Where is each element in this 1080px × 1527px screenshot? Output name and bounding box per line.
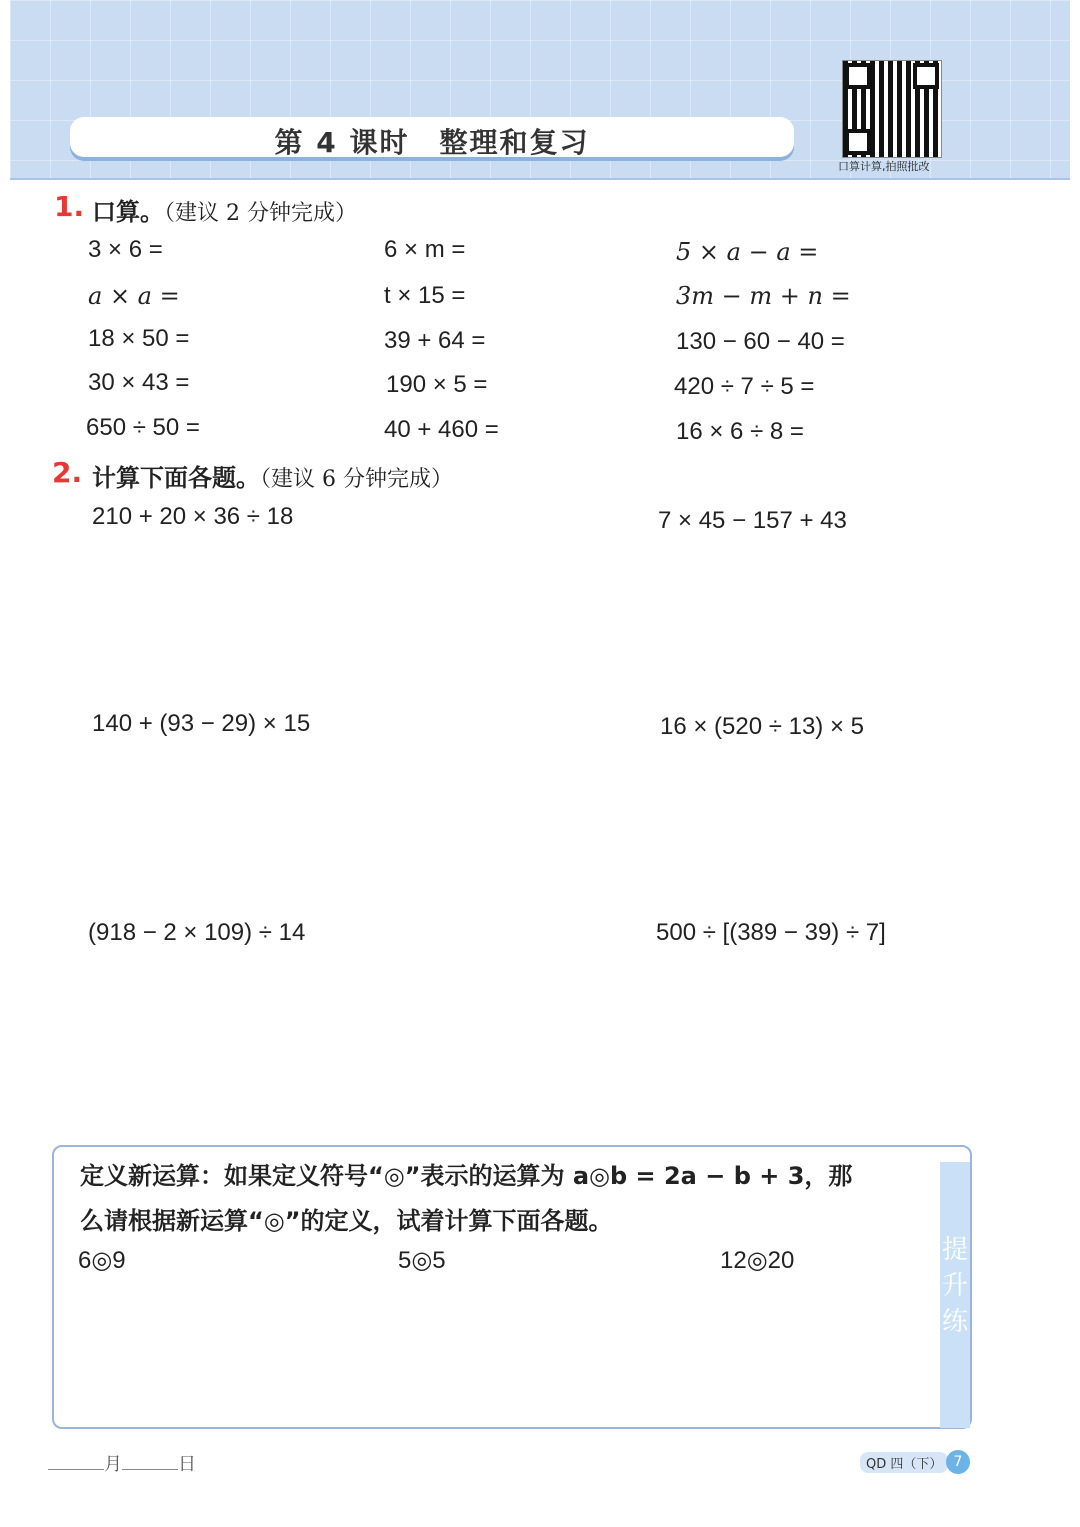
oral-item: 650 ÷ 50 =: [86, 414, 200, 441]
challenge-item: 6◎9: [78, 1247, 126, 1274]
book-code: QD 四（下）: [860, 1452, 948, 1473]
calc-item: 16 × (520 ÷ 13) × 5: [660, 713, 864, 740]
oral-item: 40 + 460 =: [384, 416, 499, 443]
oral-item: 420 ÷ 7 ÷ 5 =: [674, 373, 815, 400]
oral-item: 30 × 43 =: [88, 369, 190, 396]
section1-heading: [92, 192, 357, 227]
day-label: 日: [178, 1454, 196, 1475]
calc-item: 210 + 20 × 36 ÷ 18: [92, 503, 294, 530]
section1-note: （建议 2 分钟完成）: [164, 201, 357, 226]
qr-caption: 口算计算,拍照批改: [838, 160, 930, 173]
section2-heading: [92, 458, 453, 493]
calc-item: 7 × 45 − 157 + 43: [658, 507, 847, 534]
oral-item: 16 × 6 ÷ 8 =: [676, 418, 804, 445]
date-field: [48, 1450, 196, 1476]
month-label: 月: [104, 1454, 122, 1475]
oral-item: 190 × 5 =: [386, 371, 488, 398]
challenge-text-line2: 么请根据新运算“◎”的定义，试着计算下面各题。: [80, 1207, 613, 1235]
section1-title: 口算。: [92, 198, 164, 226]
section2-title: 计算下面各题。: [92, 464, 260, 492]
lesson-title-bar: [70, 117, 794, 157]
oral-item: 39 + 64 =: [384, 327, 486, 354]
section2-number: 2.: [52, 456, 83, 489]
calc-item: 500 ÷ [(389 − 39) ÷ 7]: [656, 919, 886, 946]
challenge-item: 5◎5: [398, 1247, 446, 1274]
oral-item: 130 − 60 − 40 =: [676, 328, 845, 355]
calc-item: (918 − 2 × 109) ÷ 14: [88, 919, 306, 946]
oral-item: 6 × m =: [384, 236, 466, 263]
challenge-item: 12◎20: [720, 1247, 795, 1274]
lesson-title: 第 4 课时 整理和复习: [274, 126, 590, 159]
page-number: 7: [946, 1450, 970, 1474]
oral-item: 18 × 50 =: [88, 325, 190, 352]
qr-code-icon[interactable]: [842, 60, 942, 158]
oral-item: 3m − m + n =: [676, 282, 851, 310]
section2-note: （建议 6 分钟完成）: [260, 467, 453, 492]
section1-number: 1.: [54, 190, 85, 223]
oral-item: a × a =: [88, 282, 180, 310]
challenge-text-line1: 定义新运算：如果定义符号“◎”表示的运算为 a◎b = 2a − b + 3，那: [80, 1162, 853, 1190]
oral-item: t × 15 =: [384, 282, 466, 309]
oral-item: 3 × 6 =: [88, 236, 163, 263]
side-tab-label: 提升练: [940, 1162, 970, 1428]
calc-item: 140 + (93 − 29) × 15: [92, 710, 311, 737]
oral-item: 5 × a − a =: [676, 238, 819, 266]
